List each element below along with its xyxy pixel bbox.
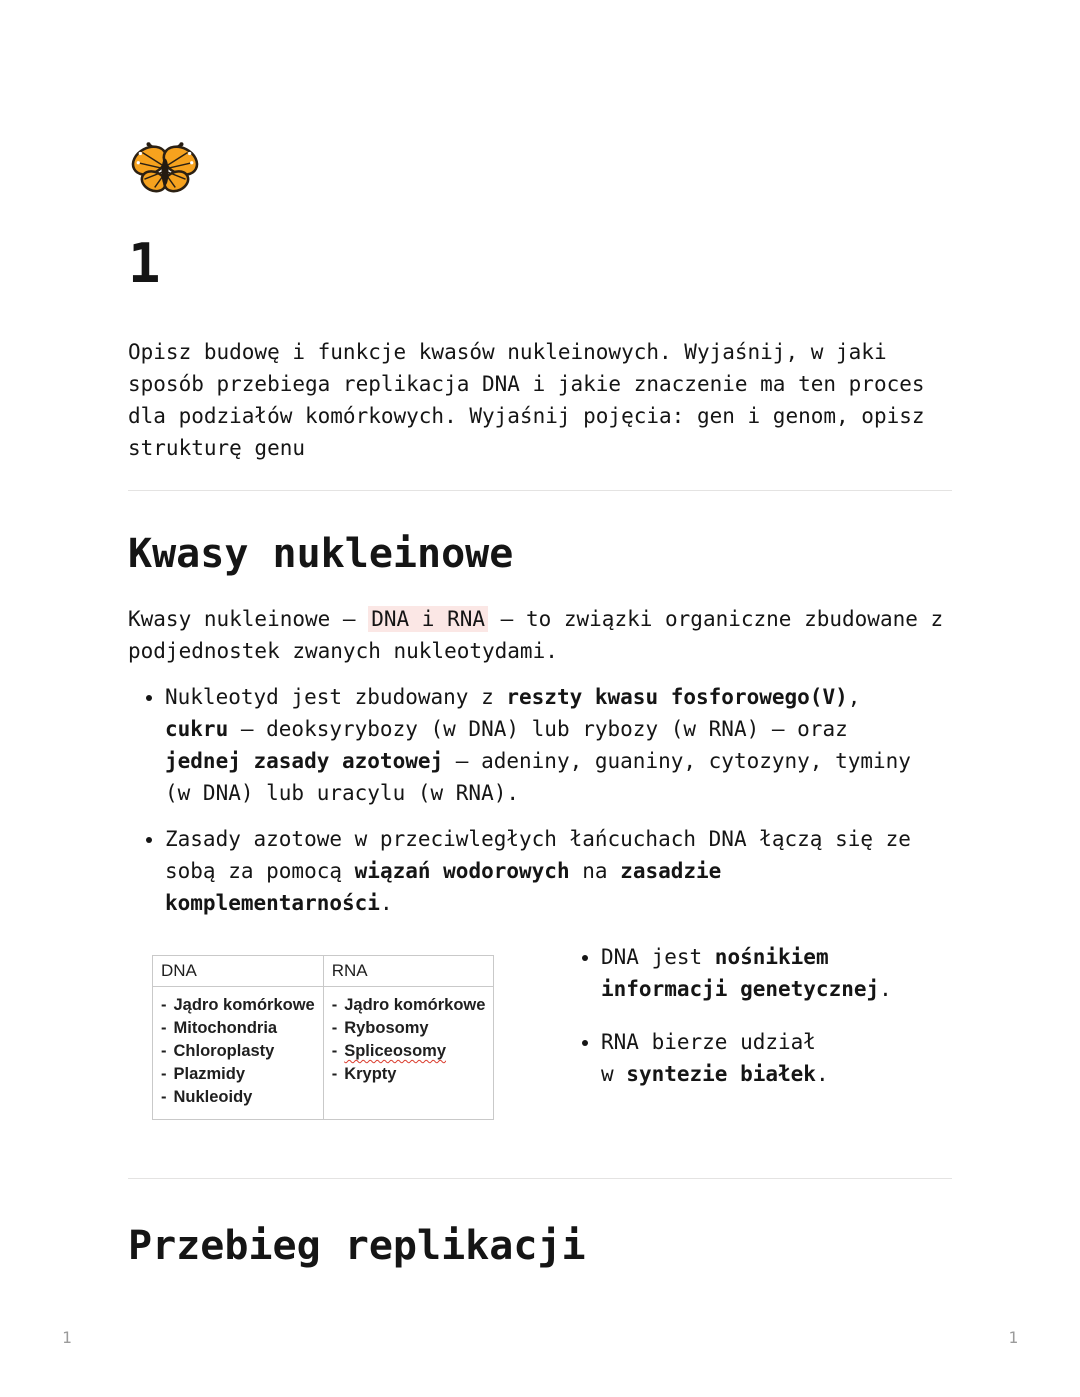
- table-cell-item: [332, 1063, 486, 1086]
- bold-run: nośnikiem: [714, 945, 829, 969]
- bold-run: informacji genetycznej: [601, 977, 880, 1001]
- text-run: RNA bierze udział: [601, 1030, 816, 1054]
- bullet-dna-carrier: [601, 941, 952, 1005]
- table-cell-rna: [323, 987, 494, 1120]
- table-item-label: Plazmidy: [173, 1065, 246, 1083]
- text-run: – deoksyrybozy (w DNA) lub rybozy (w RNA) – oraz: [228, 717, 848, 741]
- dash-marker: -: [161, 1042, 167, 1060]
- text-run: – adeniny, guaniny, cytozyny, tyminy (w DNA) lub uracylu (w RNA).: [165, 749, 911, 805]
- dash-marker: -: [331, 1042, 338, 1060]
- table-body-row: [153, 987, 494, 1120]
- table-header-rna: RNA: [323, 956, 494, 987]
- table-item-label-misspelled: Spliceosomy: [344, 1042, 447, 1060]
- bold-run: reszty kwasu fosforowego(V): [506, 685, 848, 709]
- side-column: [575, 941, 952, 1111]
- table-header-row: [153, 956, 494, 987]
- text-run: Zasady azotowe w przeciwległych łańcuchach DNA łączą się ze sobą za pomocą: [165, 827, 911, 883]
- dash-marker: -: [161, 996, 167, 1014]
- table-item-label: Jądro komórkowe: [344, 996, 486, 1014]
- table-item-label: Nukleoidy: [173, 1088, 253, 1106]
- dash-marker: -: [161, 1088, 167, 1106]
- text-run: w: [601, 1062, 627, 1086]
- table-header-dna: DNA: [153, 956, 324, 987]
- bold-run: wiązań wodorowych: [354, 859, 570, 883]
- bold-run: cukru: [165, 717, 229, 741]
- intro-paragraph: Opisz budowę i funkcje kwasów nukleinowych. Wyjaśnij, w jaki sposób przebiega replikacja DNA i jakie znaczenie ma ten proces dla podziałów komórkowych. Wyjaśnij pojęcia: gen i genom, opisz strukturę genu: [128, 340, 925, 460]
- page-title: 1: [128, 232, 161, 295]
- bold-run: zasadzie komplementarności: [165, 859, 722, 915]
- text-run: .: [815, 1062, 829, 1086]
- divider: [128, 1178, 952, 1179]
- text-run: na: [569, 859, 621, 883]
- dna-rna-table: [152, 955, 494, 1120]
- text-run: ,: [847, 685, 861, 709]
- table-item-label: Krypty: [344, 1065, 397, 1083]
- divider: [128, 490, 952, 491]
- page-number-left: 1: [62, 1328, 72, 1347]
- section-heading-kwasy: Kwasy nukleinowe: [128, 531, 514, 577]
- bold-run: jednej zasady azotowej: [165, 749, 444, 773]
- main-bullet-list: [128, 681, 912, 919]
- dash-marker: -: [331, 1065, 338, 1083]
- table-item-label: Chloroplasty: [173, 1042, 275, 1060]
- table-image: [152, 955, 492, 1120]
- table-cell-dna: [153, 987, 324, 1120]
- dash-marker: -: [161, 1019, 167, 1037]
- table-cell-item: [332, 1017, 486, 1040]
- table-cell-item: [332, 1040, 486, 1063]
- section-heading-replikacja: Przebieg replikacji: [128, 1223, 586, 1269]
- highlight-dna-rna: DNA i RNA: [368, 606, 488, 632]
- bullet-rna-synthesis: [601, 1026, 952, 1090]
- butterfly-icon: [128, 138, 952, 208]
- dash-marker: -: [331, 1019, 338, 1037]
- text-run: Kwasy nukleinowe –: [128, 607, 369, 631]
- text-run: DNA jest: [601, 945, 715, 969]
- table-cell-item: [161, 1086, 315, 1109]
- table-cell-item: [161, 1040, 315, 1063]
- bullet-nucleotide: [165, 681, 912, 809]
- text-run: Nukleotyd jest zbudowany z: [165, 685, 507, 709]
- side-bullet-list: [575, 941, 952, 1090]
- text-run: .: [379, 891, 393, 915]
- table-item-label: Jądro komórkowe: [173, 996, 315, 1014]
- table-item-label: Rybosomy: [344, 1019, 429, 1037]
- table-cell-item: [161, 1017, 315, 1040]
- kwasy-intro-paragraph: [128, 603, 952, 667]
- table-cell-item: [332, 994, 486, 1017]
- bullet-bases: [165, 823, 912, 919]
- page-number-right: 1: [1008, 1328, 1018, 1347]
- dash-marker: -: [161, 1065, 167, 1083]
- bold-run: syntezie białek: [626, 1062, 816, 1086]
- dash-marker: -: [331, 996, 338, 1014]
- text-run: – to związki organiczne zbudowane z podjednostek zwanych nukleotydami.: [128, 607, 944, 663]
- table-cell-item: [161, 1063, 315, 1086]
- table-item-label: Mitochondria: [173, 1019, 278, 1037]
- table-cell-item: [161, 994, 315, 1017]
- text-run: .: [879, 977, 892, 1001]
- two-column-block: [128, 941, 952, 1120]
